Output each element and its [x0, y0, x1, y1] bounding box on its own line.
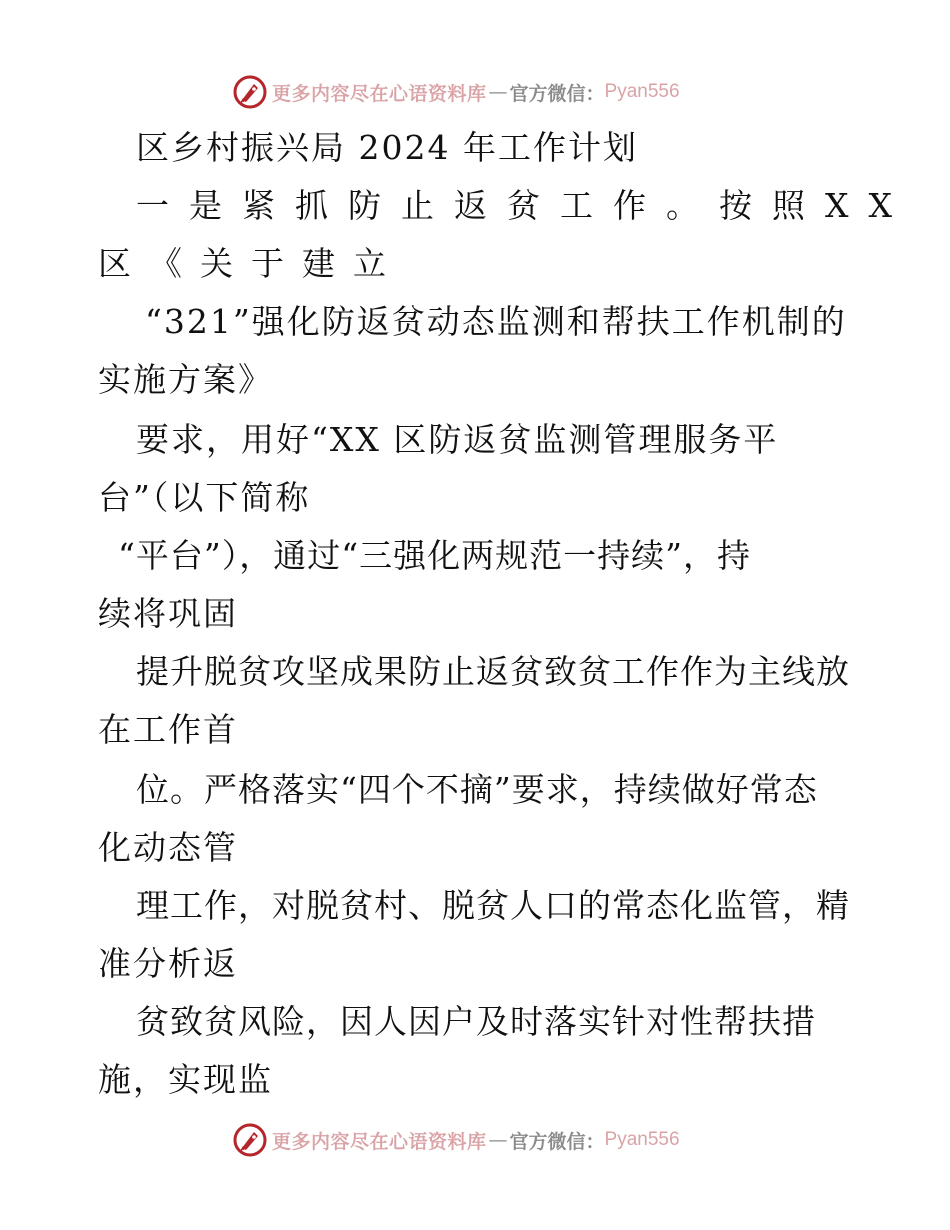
paragraph-line: 化动态管 — [98, 828, 238, 867]
paragraph-line: 理工作，对脱贫村、脱贫人口的常态化监管，精 — [136, 886, 850, 925]
paragraph-line: 实施方案》 — [98, 360, 273, 399]
paragraph-line: 位。严格落实“四个不摘”要求，持续做好常态 — [136, 770, 818, 809]
paragraph-line: 续将巩固 — [98, 594, 238, 633]
pen-nib-logo-icon — [232, 74, 268, 110]
watermark-separator: — — [488, 1129, 508, 1151]
watermark-separator: — — [488, 81, 508, 103]
pen-nib-logo-icon — [232, 1122, 268, 1158]
paragraph-line: 一是紧抓防止返贫工作。按照XX — [136, 186, 912, 225]
watermark-text: 更多内容尽在心语资料库 — [272, 1130, 487, 1153]
watermark-wechat-label: 官方微信： — [509, 1130, 605, 1153]
paragraph-line: 提升脱贫攻坚成果防止返贫致贫工作作为主线放 — [136, 652, 850, 691]
paragraph-line: “321”强化防返贫动态监测和帮扶工作机制的 — [145, 302, 847, 341]
header-watermark — [232, 72, 680, 112]
watermark-wechat-id: Pyan556 — [604, 81, 680, 102]
watermark-wechat-id: Pyan556 — [604, 1129, 680, 1150]
paragraph-line: 区《关于建立 — [98, 244, 404, 283]
paragraph-line: 台”（以下简称 — [98, 478, 311, 517]
footer-watermark — [232, 1120, 680, 1160]
paragraph-line: 施，实现监 — [98, 1060, 273, 1099]
paragraph-line: 要求，用好“XX 区防返贫监测管理服务平 — [136, 420, 779, 459]
paragraph-line: 在工作首 — [98, 710, 238, 749]
watermark-wechat-label: 官方微信： — [509, 82, 605, 105]
watermark-text: 更多内容尽在心语资料库 — [272, 82, 487, 105]
paragraph-line: 贫致贫风险，因人因户及时落实针对性帮扶措 — [136, 1002, 816, 1041]
paragraph-line: “平台”），通过“三强化两规范一持续”，持 — [118, 536, 751, 575]
paragraph-line: 准分析返 — [98, 944, 238, 983]
document-title: 区乡村振兴局 2024 年工作计划 — [136, 128, 638, 167]
